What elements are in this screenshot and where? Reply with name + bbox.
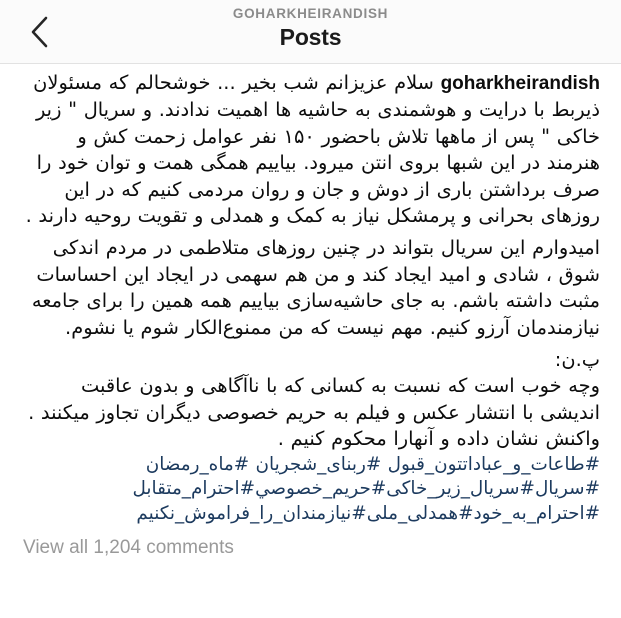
author-username[interactable]: goharkheirandish [440,73,600,94]
hashtag-list[interactable]: #طاعات_و_عباداتتون_قبول #ربنای_شجریان #ماه_رمضان #سریال#سریال_زیر_خاکی#حریم_خصوصي#احترام_متقابل #احترام_به_خود#همدلی_ملی#نیازمندان_را_فراموش_نکنیم [132,453,600,524]
caption-paragraph-1-text: سلام عزیزانم شب بخیر ... خوشحالم که مسئولان ذیربط با درایت و هوشمندی به حاشیه ها اهمیت ندادند. و سریال " زیر خاکی " پس از ماهها تلاش باحضور ۱۵۰ نفر عوامل زحمت کش و هنرمند در این شبها بروی انتن میرود. بیاییم همگی همت و توان خود را صرف برداشتن باری از دوش و جان و روان مردمی کنیم که در این روزهای بحرانی و پرمشکل نیاز به کمک و همدلی و تقویت روحیه دارند . [25,71,600,228]
view-all-comments-link[interactable]: View all 1,204 comments [23,537,234,559]
navigation-bar [0,0,621,64]
page-title: Posts [279,24,342,50]
caption-paragraph-2: امیدوارم این سریال بتواند در چنین روزهای متلاطمی در مردم اندکی شوق ، شادی و امید ایجاد کند و من هم سهمی در ایجاد این احساسات مثبت داشته باشم. به جای حاشیه‌سازی بیاییم همه همین را برای جامعه نیازمندمان آرزو کنیم. مهم نیست که من ممنوع‌الکار شوم یا نشوم. [31,236,600,339]
postscript-text: وچه خوب است که نسبت به کسانی که با ناآگاهی و بدون عاقبت اندیشی با انتشار عکس و فیلم به حریم خصوصی دیگران تجاوز میکنند . واکنش نشان داده و آنهارا محکوم کنیم . [28,374,600,451]
postscript-label: پ.ن: [554,348,600,372]
account-name-label: GOHARKHEIRANDISH [232,6,389,21]
nav-title-block [0,6,621,51]
comments-row [0,526,621,560]
back-button[interactable] [20,12,60,52]
chevron-left-icon [29,15,51,49]
caption-paragraph-1 [23,70,600,229]
post-caption [23,70,600,526]
post-caption-container [0,64,621,526]
